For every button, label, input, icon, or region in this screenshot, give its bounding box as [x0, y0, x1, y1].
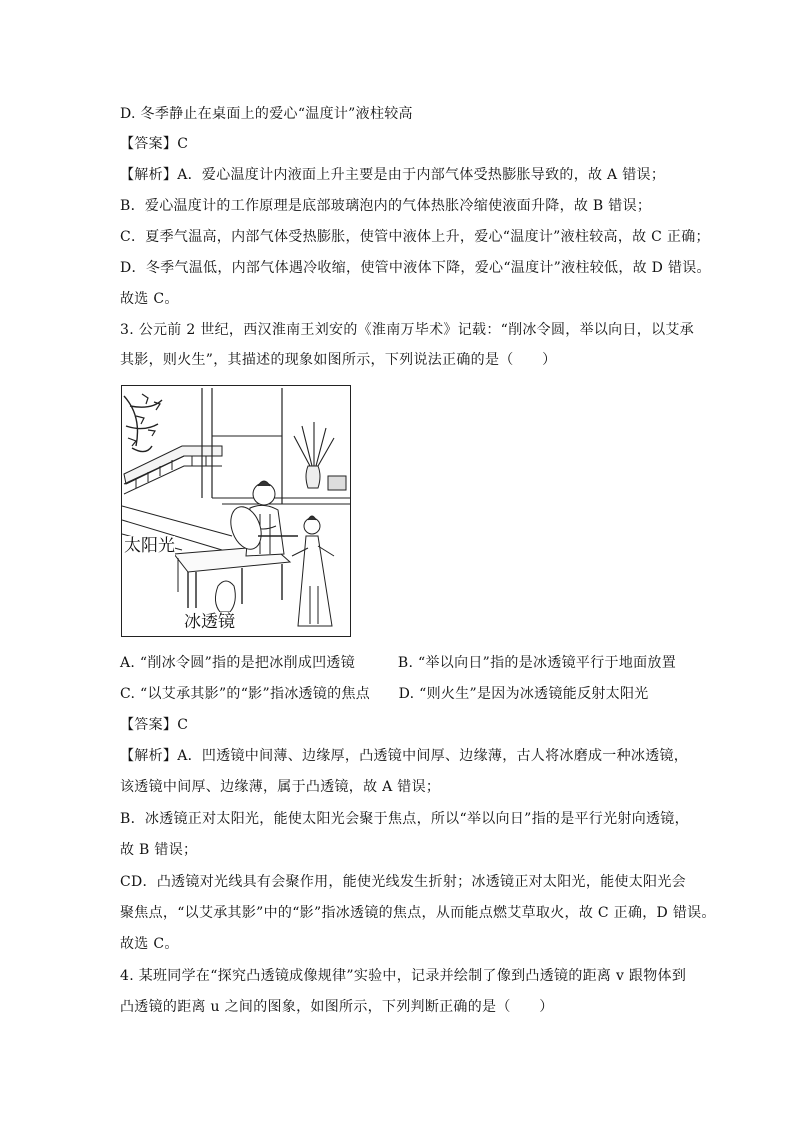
analysis-line: B．冰透镜正对太阳光，能使太阳光会聚于焦点，所以“举以向日”指的是平行光射向透镜，	[120, 811, 689, 827]
answer-line: 【答案】C	[120, 717, 189, 733]
label-ice-lens: 冰透镜	[184, 612, 235, 632]
analysis-line: C．夏季气温高，内部气体受热膨胀，使管中液体上升，爱心“温度计”液柱较高，故 C 正确；	[120, 229, 710, 245]
illustration-drawing	[122, 386, 350, 636]
analysis-line: 聚焦点，“以艾承其影”中的“影”指冰透镜的焦点，从而能点燃艾草取火，故 C 正确，D 错误。	[120, 905, 716, 921]
ice-lens-illustration	[121, 385, 351, 637]
analysis-line: CD．凸透镜对光线具有会聚作用，能使光线发生折射；冰透镜正对太阳光，能使太阳光会	[120, 874, 686, 890]
option-d-line: D. 冬季静止在桌面上的爱心“温度计”液柱较高	[120, 106, 413, 122]
conclusion-line: 故选 C。	[120, 936, 179, 952]
option-cd-line: C. “以艾承其影”的“影”指冰透镜的焦点 D. “则火生”是因为冰透镜能反射太阳光	[120, 686, 649, 702]
answer-line: 【答案】C	[120, 136, 189, 152]
analysis-line: 【解析】A．爱心温度计内液面上升主要是由于内部气体受热膨胀导致的，故 A 错误；	[120, 167, 666, 183]
question-3-line: 其影，则火生”，其描述的现象如图所示，下列说法正确的是（ ）	[120, 352, 557, 368]
analysis-line: B．爱心温度计的工作原理是底部玻璃泡内的气体热胀冷缩使液面升降，故 B 错误；	[120, 198, 652, 214]
question-3-line: 3. 公元前 2 世纪，西汉淮南王刘安的《淮南万毕术》记载：“削冰令圆，举以向日，以艾承	[120, 322, 694, 338]
question-4-line: 凸透镜的距离 u 之间的图象，如图所示，下列判断正确的是（ ）	[120, 999, 554, 1015]
analysis-line: 故 B 错误；	[120, 842, 198, 858]
analysis-line: 【解析】A．凹透镜中间薄、边缘厚，凸透镜中间厚、边缘薄，古人将冰磨成一种冰透镜，	[120, 748, 689, 764]
label-sunlight: 太阳光	[124, 536, 175, 556]
conclusion-line: 故选 C。	[120, 291, 179, 307]
analysis-line: 该透镜中间厚、边缘薄，属于凸透镜，故 A 错误；	[120, 779, 441, 795]
analysis-line: D．冬季气温低，内部气体遇冷收缩，使管中液体下降，爱心“温度计”液柱较低，故 D 错误。	[120, 260, 711, 276]
question-4-line: 4. 某班同学在“探究凸透镜成像规律”实验中，记录并绘制了像到凸透镜的距离 v 跟物体到	[120, 968, 687, 984]
option-ab-line: A. “削冰令圆”指的是把冰削成凹透镜 B. “举以向日”指的是冰透镜平行于地面放置	[120, 655, 677, 671]
